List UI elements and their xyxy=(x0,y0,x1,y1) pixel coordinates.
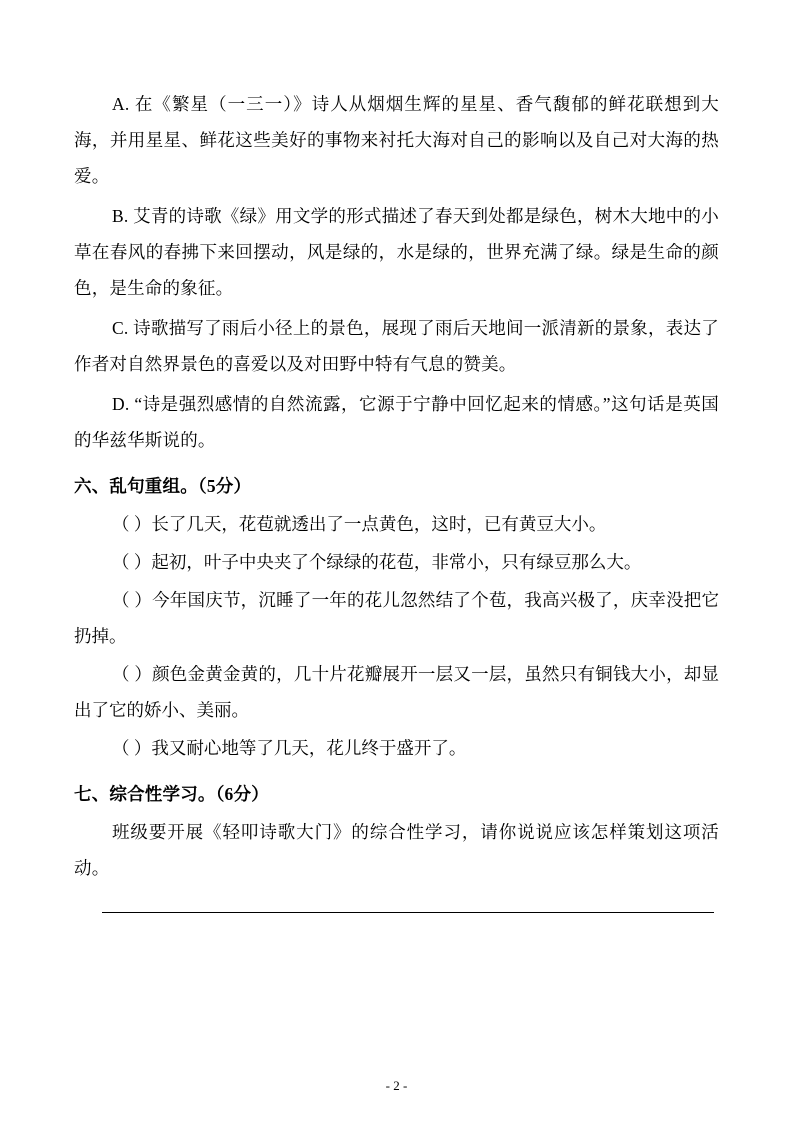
list-item xyxy=(74,656,719,728)
section-seven-heading: 七、综合性学习。（6分） xyxy=(74,784,269,804)
choice-c-paragraph: C. 诗歌描写了雨后小径上的景色，展现了雨后天地间一派清新的景象，表达了作者对自然界景色的喜爱以及对田野中特有气息的赞美。 xyxy=(74,318,719,374)
answer-blank[interactable]: （ ） xyxy=(112,664,153,684)
choice-d-paragraph: D. “诗是强烈感情的自然流露，它源于宁静中回忆起来的情感。”这句话是英国的华兹华斯说的。 xyxy=(74,394,719,450)
list-item xyxy=(74,730,719,766)
list-item-text: 我又耐心地等了几天，花儿终于盛开了。 xyxy=(151,738,467,758)
choice-a-paragraph: A. 在《繁星（一三一）》诗人从烟烟生辉的星星、香气馥郁的鲜花联想到大海，并用星星、鲜花这些美好的事物来衬托大海对自己的影响以及自己对大海的热爱。 xyxy=(74,94,719,186)
answer-blank[interactable]: （ ） xyxy=(112,552,152,572)
list-item-text: 起初，叶子中央夹了个绿绿的花苞，非常小，只有绿豆那么大。 xyxy=(151,552,642,572)
section-seven-prompt: 班级要开展《轻叩诗歌大门》的综合性学习，请你说说应该怎样策划这项活动。 xyxy=(74,822,719,878)
list-item-text: 长了几天，花苞就透出了一点黄色，这时，已有黄豆大小。 xyxy=(151,514,607,534)
answer-blank[interactable]: （ ） xyxy=(112,590,153,610)
answer-blank[interactable]: （ ） xyxy=(112,738,152,758)
list-item xyxy=(74,544,719,580)
list-item-text: 颜色金黄金黄的，几十片花瓣展开一层又一层，虽然只有铜钱大小，却显出了它的娇小、美丽。 xyxy=(74,664,720,720)
section-six-heading: 六、乱句重组。（5分） xyxy=(74,476,252,496)
answer-blank[interactable]: （ ） xyxy=(112,514,152,534)
list-item xyxy=(74,582,719,654)
answer-line[interactable] xyxy=(102,912,714,913)
list-item xyxy=(74,506,719,542)
page-number: - 2 - xyxy=(385,1078,408,1093)
list-item-text: 今年国庆节，沉睡了一年的花儿忽然结了个苞，我高兴极了，庆幸没把它扔掉。 xyxy=(74,590,720,646)
choice-b-paragraph: B. 艾青的诗歌《绿》用文学的形式描述了春天到处都是绿色，树木大地中的小草在春风的春拂下来回摆动，风是绿的，水是绿的，世界充满了绿。绿是生命的颜色，是生命的象征。 xyxy=(74,206,719,298)
